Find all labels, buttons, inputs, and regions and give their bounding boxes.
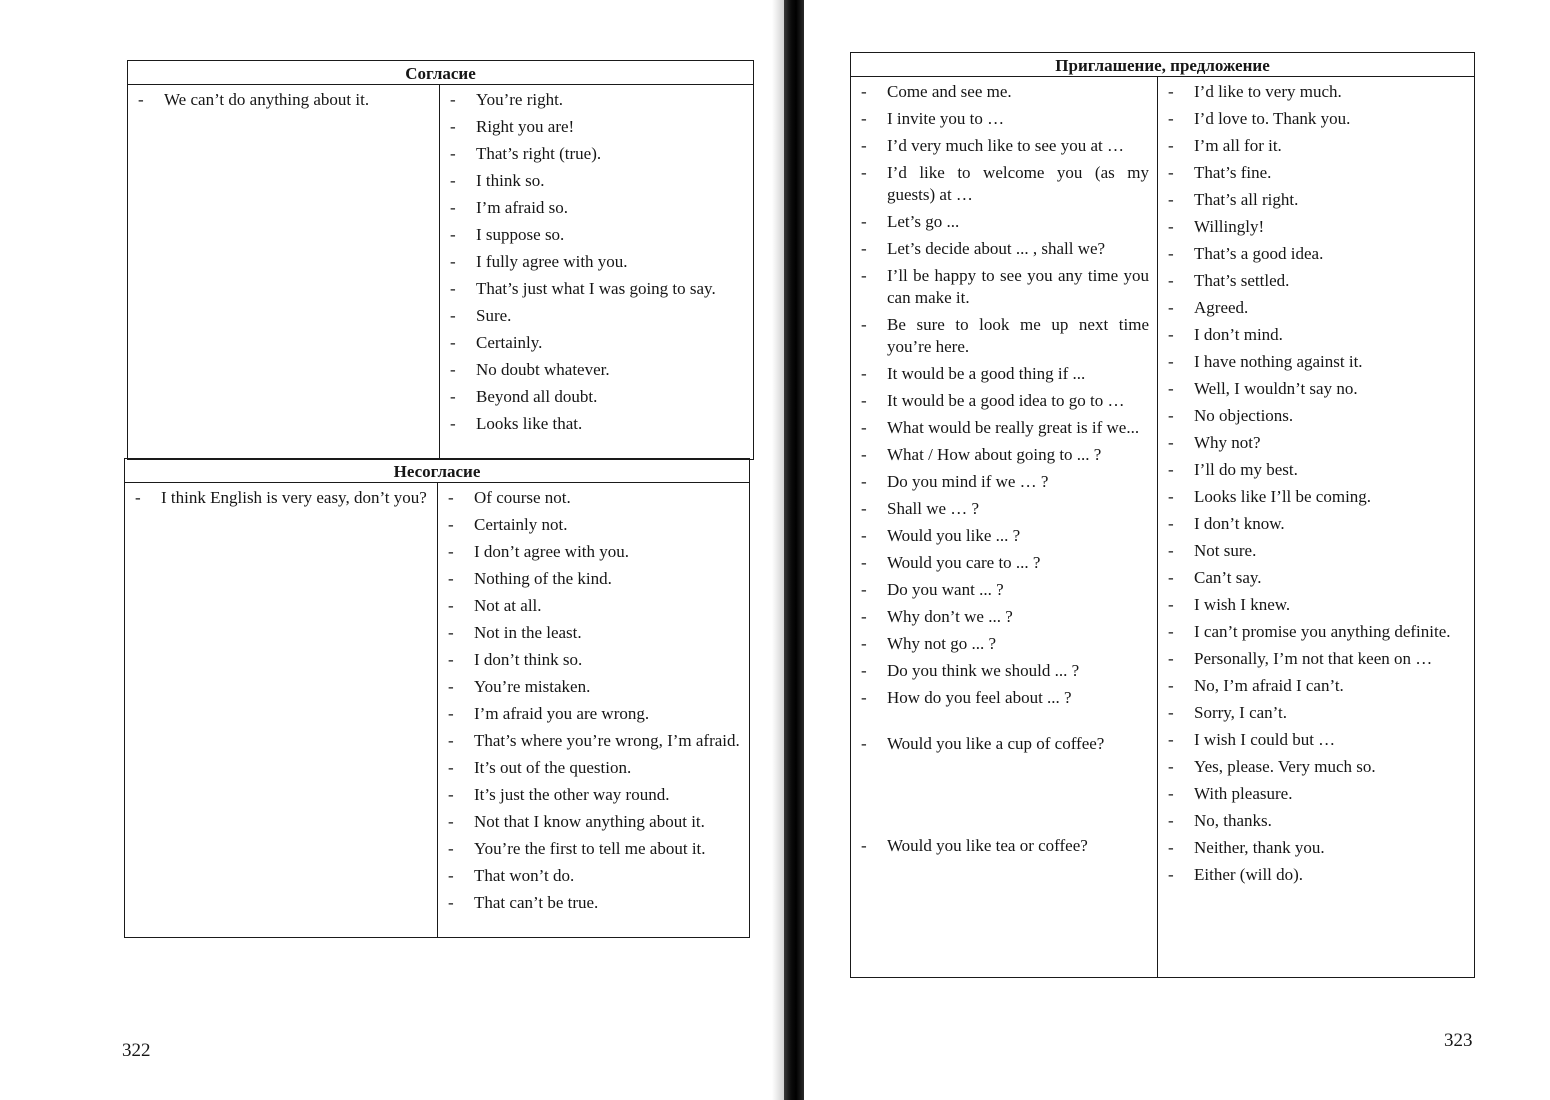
list-item: - No objections. [1158,405,1474,427]
list-item: - I’d love to. Thank you. [1158,108,1474,130]
list-item: - That can’t be true. [438,892,749,914]
disagreement-title: Несогласие [125,459,749,483]
list-item: - No, thanks. [1158,810,1474,832]
list-item: - It’s out of the question. [438,757,749,779]
list-item: - With pleasure. [1158,783,1474,805]
disagreement-left-column [125,483,437,937]
list-item: - Be sure to look me up next time you’re here. [851,314,1157,358]
list-item: - I don’t think so. [438,649,749,671]
list-item: - Why don’t we ... ? [851,606,1157,628]
list-item: - What / How about going to ... ? [851,444,1157,466]
list-item: - Do you want ... ? [851,579,1157,601]
list-item: - I’m all for it. [1158,135,1474,157]
list-item: - Would you like ... ? [851,525,1157,547]
list-item: - That’s where you’re wrong, I’m afraid. [438,730,749,752]
list-item: - It would be a good idea to go to … [851,390,1157,412]
list-item: - I think so. [440,170,753,192]
list-item: - You’re mistaken. [438,676,749,698]
list-item: - Either (will do). [1158,864,1474,886]
list-item: - Come and see me. [851,81,1157,103]
list-item: - Beyond all doubt. [440,386,753,408]
list-item: - You’re the first to tell me about it. [438,838,749,860]
list-item: - Looks like that. [440,413,753,435]
list-item: - Not sure. [1158,540,1474,562]
list-item: - Let’s decide about ... , shall we? [851,238,1157,260]
agreement-title: Согласие [128,61,753,85]
list-item: - That won’t do. [438,865,749,887]
book-spine-shadow [772,0,784,1100]
list-item: - I’m afraid so. [440,197,753,219]
list-item: - I don’t agree with you. [438,541,749,563]
list-item: - Nothing of the kind. [438,568,749,590]
list-item: - I don’t mind. [1158,324,1474,346]
invitation-left-column [851,77,1157,977]
list-item: - That’s settled. [1158,270,1474,292]
list-item: - I’d very much like to see you at … [851,135,1157,157]
list-item: - That’s right (true). [440,143,753,165]
list-item: - Willingly! [1158,216,1474,238]
list-item: - We can’t do anything about it. [128,89,439,111]
page-number-left: 322 [122,1040,151,1061]
list-item: - No, I’m afraid I can’t. [1158,675,1474,697]
list-item: - Would you care to ... ? [851,552,1157,574]
list-item: - Personally, I’m not that keen on … [1158,648,1474,670]
list-item: - I fully agree with you. [440,251,753,273]
list-item: - Sure. [440,305,753,327]
disagreement-right-column [437,483,749,937]
list-item: - Not at all. [438,595,749,617]
agreement-table [127,60,754,460]
list-item: - That’s a good idea. [1158,243,1474,265]
invitation-table [850,52,1475,978]
list-item: - Not in the least. [438,622,749,644]
list-item: - Let’s go ... [851,211,1157,233]
list-item: - I suppose so. [440,224,753,246]
list-item: - I’ll be happy to see you any time you can make it. [851,265,1157,309]
list-item: - Would you like a cup of coffee? [851,733,1157,755]
list-item: - Certainly not. [438,514,749,536]
list-item: - Shall we … ? [851,498,1157,520]
list-item: - What would be really great is if we... [851,417,1157,439]
list-item: - Do you mind if we … ? [851,471,1157,493]
list-item: - How do you feel about ... ? [851,687,1157,709]
list-item: - That’s just what I was going to say. [440,278,753,300]
list-item: - I think English is very easy, don’t you? [125,487,437,509]
list-item: - I’m afraid you are wrong. [438,703,749,725]
list-item: - It’s just the other way round. [438,784,749,806]
list-item: - It would be a good thing if ... [851,363,1157,385]
list-item: - That’s all right. [1158,189,1474,211]
list-item: - No doubt whatever. [440,359,753,381]
page-number-right: 323 [1444,1030,1473,1051]
list-item: - I can’t promise you anything definite. [1158,621,1474,643]
agreement-right-column [439,85,753,459]
invitation-title: Приглашение, предложение [851,53,1474,77]
list-item: - You’re right. [440,89,753,111]
list-item: - I invite you to … [851,108,1157,130]
list-item: - Neither, thank you. [1158,837,1474,859]
list-item: - Do you think we should ... ? [851,660,1157,682]
list-item: - Of course not. [438,487,749,509]
list-item: - I don’t know. [1158,513,1474,535]
list-item: - I’d like to very much. [1158,81,1474,103]
book-spine [784,0,804,1100]
list-item: - Why not go ... ? [851,633,1157,655]
list-item: - Right you are! [440,116,753,138]
list-item: - Why not? [1158,432,1474,454]
list-item: - Yes, please. Very much so. [1158,756,1474,778]
list-item: - Would you like tea or coffee? [851,835,1157,857]
list-item: - I have nothing against it. [1158,351,1474,373]
list-item: - That’s fine. [1158,162,1474,184]
list-item: - I wish I knew. [1158,594,1474,616]
agreement-left-column [128,85,439,459]
list-item: - Certainly. [440,332,753,354]
list-item: - Not that I know anything about it. [438,811,749,833]
list-item: - I’d like to welcome you (as my guests) at … [851,162,1157,206]
disagreement-table [124,458,750,938]
list-item: - Looks like I’ll be coming. [1158,486,1474,508]
list-item: - Can’t say. [1158,567,1474,589]
list-item: - Agreed. [1158,297,1474,319]
list-item: - Well, I wouldn’t say no. [1158,378,1474,400]
invitation-right-column [1157,77,1474,977]
list-item: - Sorry, I can’t. [1158,702,1474,724]
list-item: - I’ll do my best. [1158,459,1474,481]
list-item: - I wish I could but … [1158,729,1474,751]
